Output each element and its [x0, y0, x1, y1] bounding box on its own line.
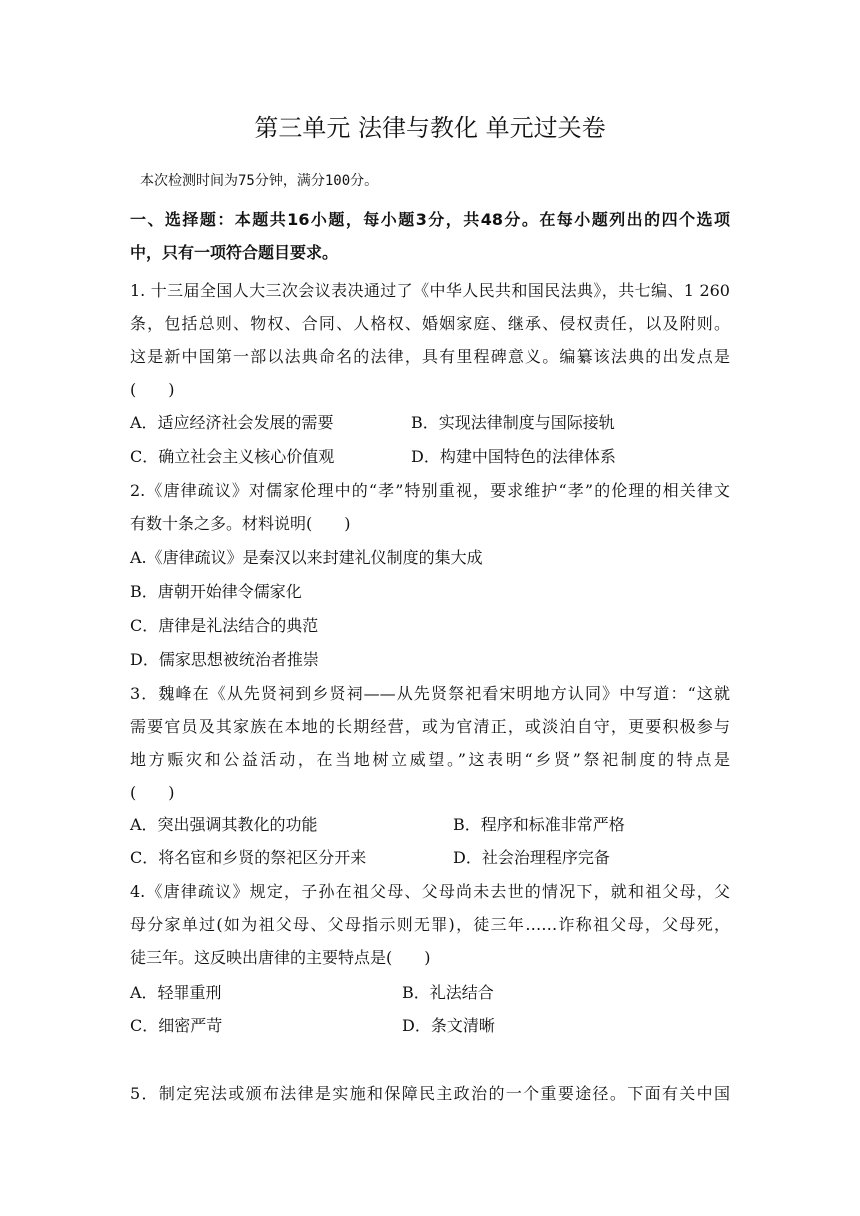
question-2 — [130, 474, 730, 540]
question-3-option-a[interactable]: A．突出强调其教化的功能 — [130, 815, 318, 834]
exam-time-note: 本次检测时间为75分钟，满分100分。 — [140, 173, 379, 189]
question-4-options-row — [130, 976, 730, 1009]
question-3-line: 地方赈灾和公益活动，在当地树立威望。”这表明“乡贤”祭祀制度的特点是 — [130, 750, 730, 769]
question-2-option-b[interactable]: B．唐朝开始律令儒家化 — [130, 582, 302, 601]
question-1-line: 条，包括总则、物权、合同、人格权、婚姻家庭、继承、侵权责任，以及附则。 — [130, 314, 730, 333]
question-2-option-c[interactable]: C．唐律是礼法结合的典范 — [130, 616, 319, 635]
page-title: 第三单元 法律与教化 单元过关卷 — [254, 114, 606, 142]
question-1-line: 这是新中国第一部以法典命名的法律，具有里程碑意义。编纂该法典的出发点是 — [130, 347, 730, 366]
question-3-options-row — [130, 808, 730, 841]
question-4-line: 母分家单过(如为祖父母、父母指示则无罪)，徒三年……诈称祖父母，父母死， — [130, 915, 730, 934]
question-1-option-d[interactable]: D．构建中国特色的法律体系 — [411, 447, 616, 466]
question-1-options-row — [130, 406, 730, 439]
question-1-line: ( ) — [130, 380, 175, 399]
question-4-options-row — [130, 1009, 730, 1042]
question-1-line: 1. 十三届全国人大三次会议表决通过了《中华人民共和国民法典》，共七编、1 260 — [130, 281, 730, 300]
section-heading-line: 中，只有一项符合题目要求。 — [130, 243, 339, 262]
question-2-line: 有数十条之多。材料说明( ) — [130, 514, 351, 533]
question-1-option-a[interactable]: A．适应经济社会发展的需要 — [130, 413, 334, 432]
question-3 — [130, 677, 730, 809]
question-3-line: 3．魏峰在《从先贤祠到乡贤祠——从先贤祭祀看宋明地方认同》中写道：“这就 — [130, 684, 730, 703]
question-3-option-c[interactable]: C．将名宦和乡贤的祭祀区分开来 — [130, 848, 367, 867]
question-4-line: 4.《唐律疏议》规定，子孙在祖父母、父母尚未去世的情况下，就和祖父母，父 — [130, 882, 730, 901]
question-2-options-row — [130, 541, 730, 574]
section-heading-line: 一、选择题：本题共16小题，每小题3分，共48分。在每小题列出的四个选项 — [130, 210, 730, 229]
question-5-line: 5．制定宪法或颁布法律是实施和保障民主政治的一个重要途径。下面有关中国 — [130, 1084, 730, 1103]
question-2-line: 2.《唐律疏议》对儒家伦理中的“孝”特别重视，要求维护“孝”的伦理的相关律文 — [130, 481, 730, 500]
question-4-option-b[interactable]: B．礼法结合 — [402, 983, 494, 1002]
question-4-option-a[interactable]: A．轻罪重刑 — [130, 983, 222, 1002]
question-2-option-d[interactable]: D．儒家思想被统治者推崇 — [130, 650, 319, 669]
question-3-line: ( ) — [130, 783, 175, 802]
question-3-option-b[interactable]: B．程序和标准非常严格 — [453, 815, 625, 834]
question-2-option-a[interactable]: A.《唐律疏议》是秦汉以来封建礼仪制度的集大成 — [130, 548, 483, 567]
question-1-option-b[interactable]: B．实现法律制度与国际接轨 — [411, 413, 615, 432]
question-2-options-row — [130, 575, 730, 608]
question-3-option-d[interactable]: D．社会治理程序完备 — [453, 848, 610, 867]
question-4-line: 徒三年。这反映出唐律的主要特点是( ) — [130, 948, 431, 967]
question-3-options-row — [130, 841, 730, 874]
question-1-option-c[interactable]: C．确立社会主义核心价值观 — [130, 447, 335, 466]
question-4 — [130, 875, 730, 974]
question-1-options-row — [130, 440, 730, 473]
question-4-option-d[interactable]: D．条文清晰 — [402, 1016, 495, 1035]
section-heading — [130, 203, 730, 269]
question-4-option-c[interactable]: C．细密严苛 — [130, 1016, 223, 1035]
question-3-line: 需要官员及其家族在本地的长期经营，或为官清正，或淡泊自守，更要积极参与 — [130, 717, 730, 736]
question-2-options-row — [130, 609, 730, 642]
question-1 — [130, 274, 730, 406]
question-2-options-row — [130, 643, 730, 676]
question-5 — [130, 1077, 730, 1110]
